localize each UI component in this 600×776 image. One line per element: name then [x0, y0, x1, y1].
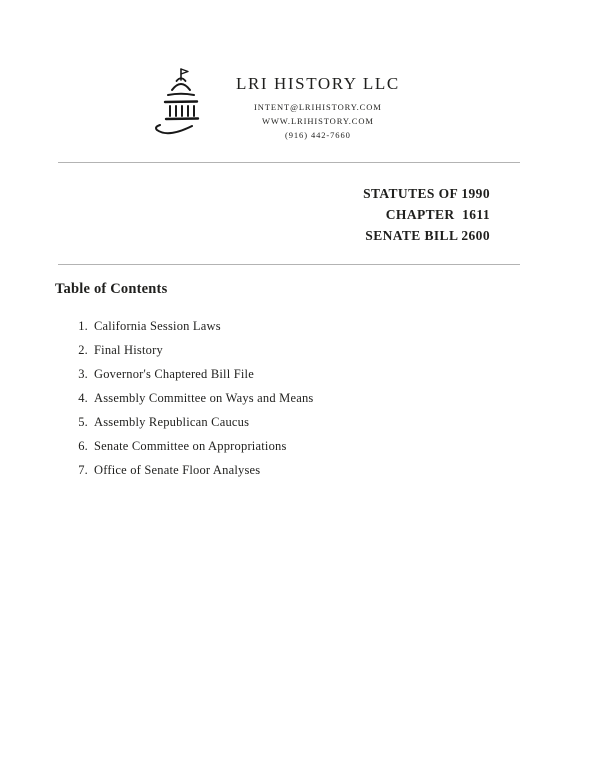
toc-item	[0, 338, 600, 362]
top-divider	[58, 162, 520, 163]
capitol-sketch-icon	[148, 64, 210, 144]
toc-item-number: 2.	[78, 343, 88, 357]
toc-item-number: 6.	[78, 439, 88, 453]
toc-item-number: 3.	[78, 367, 88, 381]
company-name: LRI HISTORY LLC	[236, 74, 400, 93]
bill-reference-block	[0, 183, 490, 246]
toc-item-label: Senate Committee on Appropriations	[94, 439, 287, 453]
toc-item-label: Governor's Chaptered Bill File	[94, 367, 254, 381]
toc-item	[0, 410, 600, 434]
chapter-line: CHAPTER 1611	[385, 207, 490, 222]
toc-item-label: Assembly Committee on Ways and Means	[94, 391, 314, 405]
toc-item-number: 5.	[78, 415, 88, 429]
toc-item-label: California Session Laws	[94, 319, 221, 333]
toc-item-label: Final History	[94, 343, 163, 357]
toc-item-number: 4.	[78, 391, 88, 405]
toc-item-label: Assembly Republican Caucus	[94, 415, 250, 429]
toc-item	[0, 362, 600, 386]
letterhead	[0, 0, 600, 144]
senate-bill-line: SENATE BILL 2600	[365, 228, 490, 243]
bottom-divider	[58, 264, 520, 265]
toc-item-number: 7.	[78, 463, 88, 477]
toc-item	[0, 314, 600, 338]
company-email: INTENT@LRIHISTORY.COM	[254, 102, 382, 112]
letterhead-text	[236, 74, 400, 142]
toc-item-label: Office of Senate Floor Analyses	[94, 463, 261, 477]
toc-list	[0, 314, 600, 482]
toc-item	[0, 434, 600, 458]
statutes-line: STATUTES OF 1990	[363, 186, 490, 201]
company-phone: (916) 442-7660	[285, 130, 351, 140]
toc-item	[0, 386, 600, 410]
toc-title: Table of Contents	[55, 281, 168, 297]
company-website: WWW.LRIHISTORY.COM	[261, 116, 374, 126]
toc-item	[0, 458, 600, 482]
toc-item-number: 1.	[78, 319, 88, 333]
